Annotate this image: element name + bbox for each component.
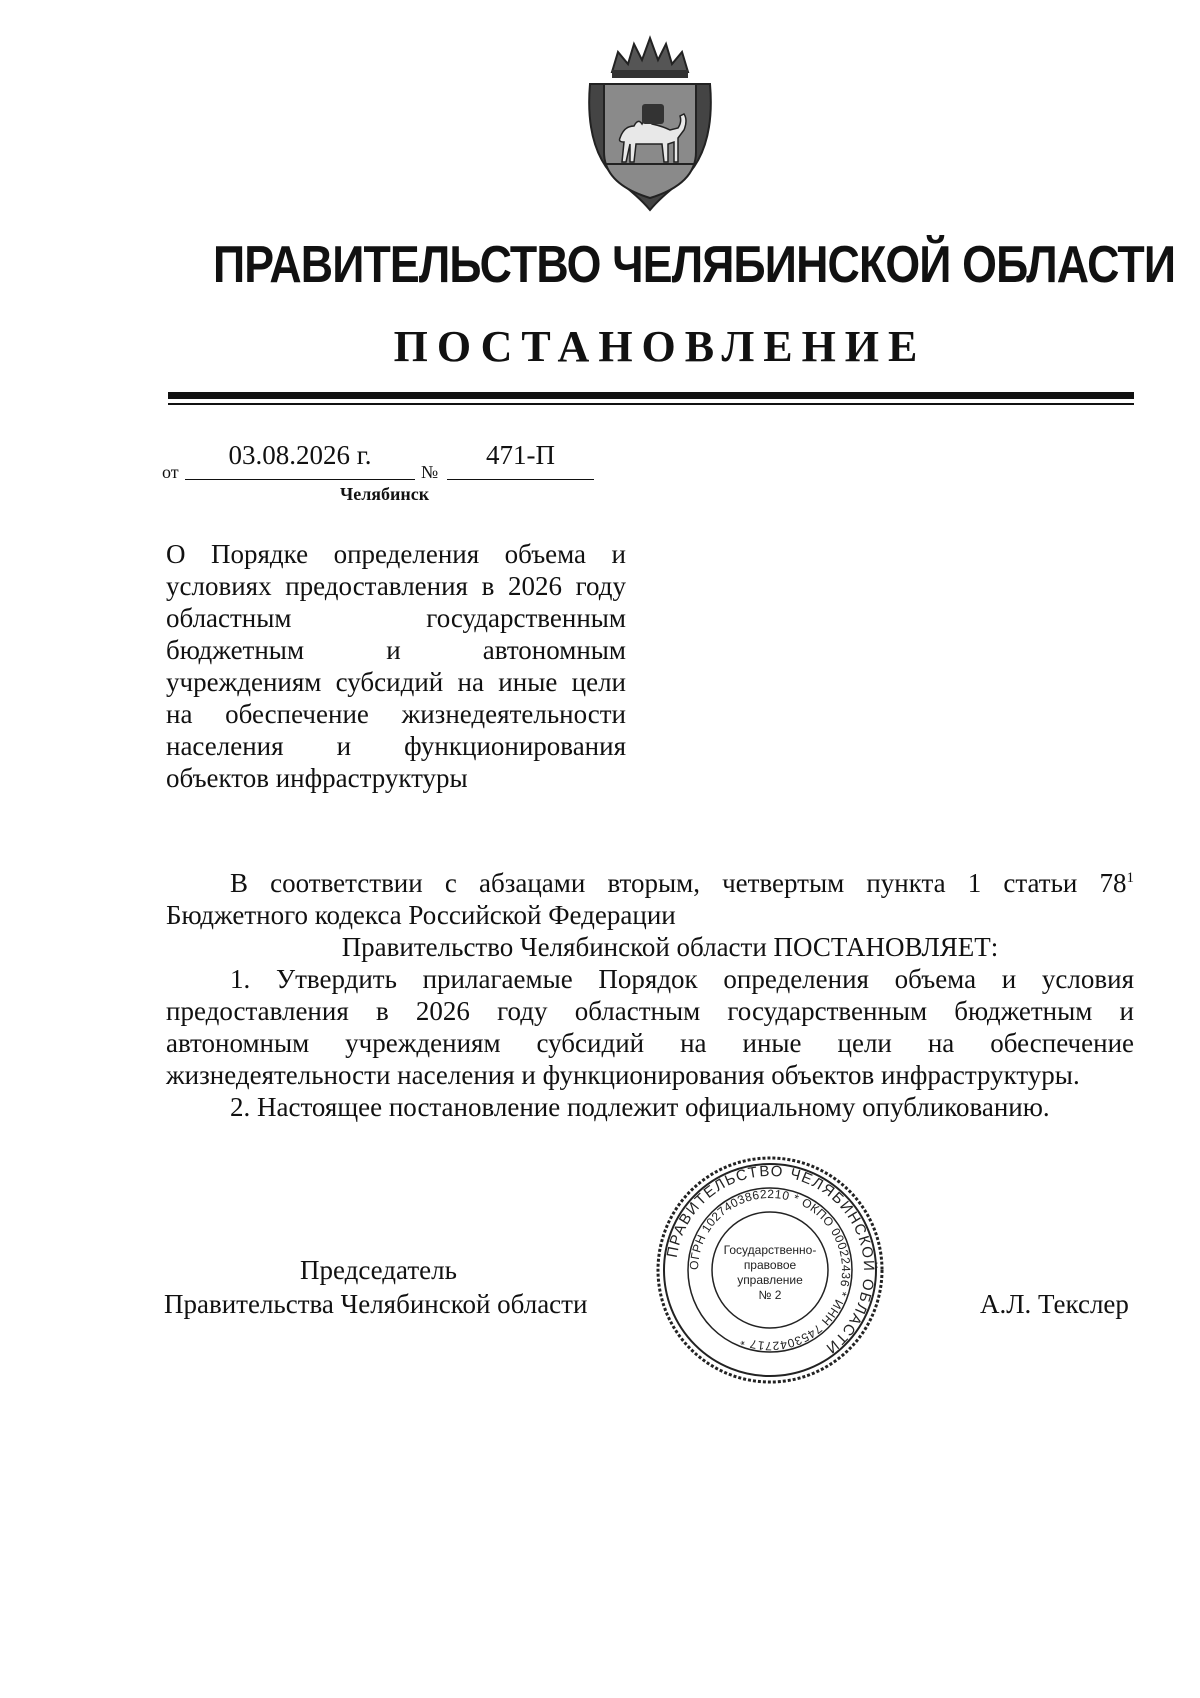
document-type-title: ПОСТАНОВЛЕНИЕ	[393, 322, 927, 371]
coat-of-arms-emblem	[582, 34, 718, 212]
signatory-name: А.Л. Текслер	[980, 1289, 1129, 1319]
date-underline	[185, 479, 415, 480]
signatory-title-line1: Председатель	[300, 1255, 457, 1285]
seal-center-line3: управление	[737, 1273, 803, 1287]
header-rule-thin	[168, 403, 1134, 405]
document-date: 03.08.2026 г.	[228, 440, 372, 470]
seal-center-line2: правовое	[743, 1258, 797, 1272]
number-underline	[447, 479, 594, 480]
document-city: Челябинск	[340, 484, 430, 504]
date-prefix: от	[162, 462, 179, 482]
signatory-title-line2: Правительства Челябинской области	[164, 1289, 588, 1319]
seal-center-line4: № 2	[758, 1288, 782, 1302]
seal-center-line1: Государственно-	[723, 1243, 817, 1257]
official-seal	[655, 1155, 885, 1385]
document-body	[166, 862, 1134, 1123]
organization-title: ПРАВИТЕЛЬСТВО ЧЕЛЯБИНСКОЙ ОБЛАСТИ	[213, 236, 1176, 294]
seal-ring-text: ОГРН 1027403862210 * ОКПО 00022436 * ИНН 7453042717 *	[686, 1186, 854, 1354]
document-number: 471-П	[486, 440, 555, 470]
preamble-paragraph	[166, 862, 1134, 931]
item-2: 2. Настоящее постановление подлежит официальному опубликованию.	[230, 1092, 1050, 1122]
resolves-line: Правительство Челябинской области ПОСТАНОВЛЯЕТ:	[341, 932, 999, 962]
preamble-superscript: 1	[1126, 870, 1134, 886]
preamble-text: В соответствии с абзацами вторым, четвертым пункта 1 статьи 78	[230, 868, 1127, 898]
number-prefix: №	[421, 462, 439, 482]
item-1: 1. Утвердить прилагаемые Порядок определения объема и условия предоставления в 2026 году областным государственным бюджетным и автономным учреждениям субсидий на иные цели на обеспечение жизнедеятельности населения и функционирования объектов инфраструктуры.	[166, 964, 1134, 1090]
preamble-tail: Бюджетного кодекса Российской Федерации	[166, 900, 676, 930]
header-rule-thick	[168, 392, 1134, 399]
document-subject: О Порядке определения объема и условиях предоставления в 2026 году областным государственным бюджетным и автономным учреждениям субсидий на иные цели на обеспечение жизнедеятельности населения и функционирования объектов инфраструктуры	[166, 539, 626, 793]
seal-outer-text: ПРАВИТЕЛЬСТВО ЧЕЛЯБИНСКОЙ ОБЛАСТИ	[663, 1162, 878, 1358]
